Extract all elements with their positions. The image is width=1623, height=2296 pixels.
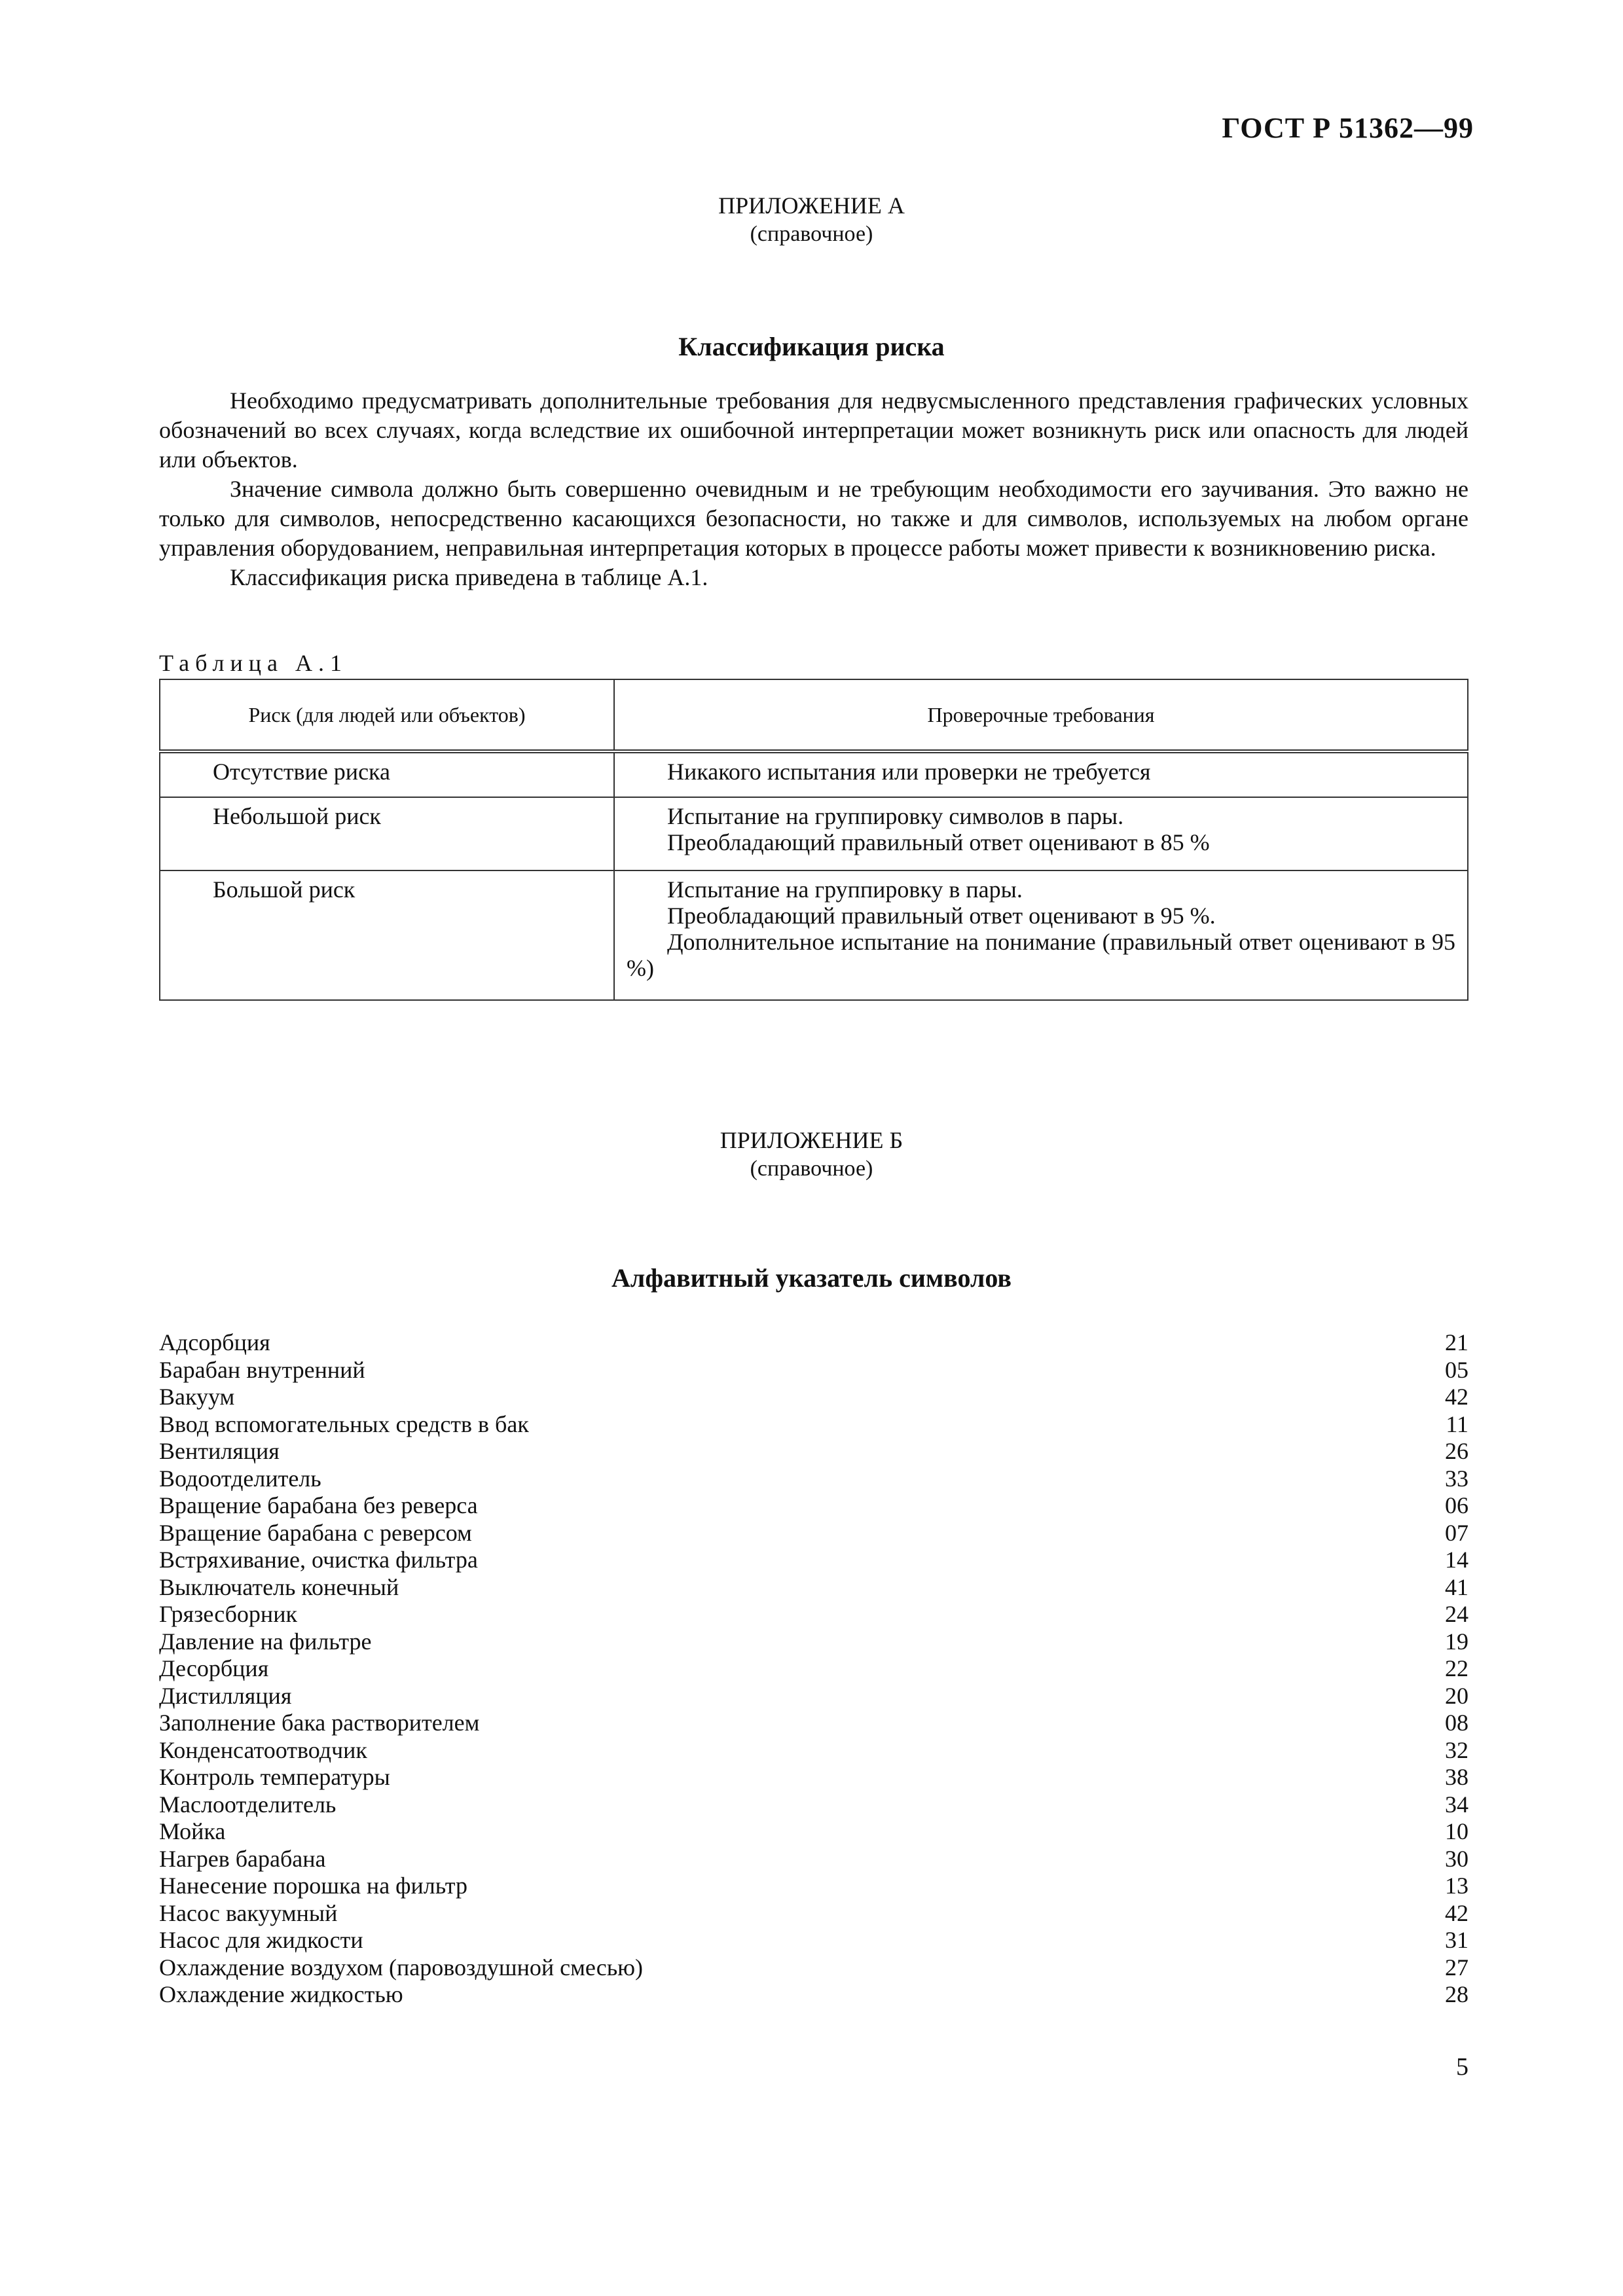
index-entry bbox=[159, 1628, 1468, 1656]
index-term: Нанесение порошка на фильтр bbox=[159, 1873, 467, 1899]
index-term: Выключатель конечный bbox=[159, 1573, 399, 1600]
index-term: Маслоотделитель bbox=[159, 1791, 337, 1818]
index-entry bbox=[159, 1465, 1468, 1493]
risk-classification-table bbox=[159, 679, 1468, 1001]
appendix-b-title: ПРИЛОЖЕНИЕ Б bbox=[720, 1127, 903, 1153]
index-entry bbox=[159, 1791, 1468, 1819]
index-entry bbox=[159, 1764, 1468, 1791]
table-header-row bbox=[160, 679, 1468, 751]
index-entry bbox=[159, 1818, 1468, 1846]
index-term: Ввод вспомогательных средств в бак bbox=[159, 1410, 529, 1437]
index-symbol-number: 13 bbox=[1445, 1873, 1468, 1899]
index-term: Охлаждение воздухом (паровоздушной смесью) bbox=[159, 1954, 644, 1981]
index-term: Нагрев барабана bbox=[159, 1845, 326, 1872]
risk-cell: Небольшой риск bbox=[160, 797, 614, 870]
index-term: Заполнение бака растворителем bbox=[159, 1710, 480, 1736]
appendix-a-header bbox=[0, 191, 1623, 249]
symbol-index-list bbox=[159, 1329, 1468, 2009]
index-symbol-number: 31 bbox=[1445, 1927, 1468, 1953]
index-symbol-number: 33 bbox=[1445, 1465, 1468, 1492]
index-entry bbox=[159, 1601, 1468, 1628]
index-symbol-number: 42 bbox=[1445, 1384, 1468, 1410]
index-term: Водоотделитель bbox=[159, 1465, 321, 1492]
index-entry bbox=[159, 1384, 1468, 1411]
index-entry bbox=[159, 1981, 1468, 2009]
index-term: Контроль температуры bbox=[159, 1764, 390, 1790]
index-entry bbox=[159, 1954, 1468, 1982]
index-entry bbox=[159, 1574, 1468, 1602]
index-term: Встряхивание, очистка фильтра bbox=[159, 1547, 478, 1573]
index-symbol-number: 19 bbox=[1445, 1628, 1468, 1655]
table-row bbox=[160, 797, 1468, 870]
document-code: ГОСТ Р 51362—99 bbox=[1222, 112, 1474, 144]
column-header-requirements: Проверочные требования bbox=[614, 679, 1468, 751]
index-entry bbox=[159, 1329, 1468, 1357]
index-term: Адсорбция bbox=[159, 1329, 270, 1355]
index-term: Мойка bbox=[159, 1818, 226, 1844]
index-entry bbox=[159, 1492, 1468, 1520]
index-term: Охлаждение жидкостью bbox=[159, 1981, 403, 2007]
index-entry bbox=[159, 1438, 1468, 1465]
index-symbol-number: 06 bbox=[1445, 1492, 1468, 1518]
appendix-a-title: ПРИЛОЖЕНИЕ А bbox=[718, 192, 905, 219]
index-entry bbox=[159, 1411, 1468, 1439]
index-term: Насос для жидкости bbox=[159, 1927, 363, 1953]
index-entry bbox=[159, 1655, 1468, 1683]
index-symbol-number: 14 bbox=[1445, 1547, 1468, 1573]
requirement-line: Испытание на группировку символов в пары. bbox=[667, 803, 1124, 829]
index-entry bbox=[159, 1737, 1468, 1765]
paragraph: Значение символа должно быть совершенно очевидным и не требующим необходимости его заучивания. Это важно не только для символов, непосредственно касающихся безопасности, но также и для символов, используемых на любом органе управления оборудованием, неправильная интерпретация которых в процессе работы может привести к возникновению риска. bbox=[159, 476, 1468, 561]
requirements-cell bbox=[614, 797, 1468, 870]
index-symbol-number: 30 bbox=[1445, 1845, 1468, 1872]
index-term: Грязесборник bbox=[159, 1601, 297, 1627]
column-header-risk: Риск (для людей или объектов) bbox=[160, 679, 614, 751]
requirement-line: Дополнительное испытание на понимание (правильный ответ оценивают в 95 %) bbox=[627, 929, 1455, 981]
table-row bbox=[160, 870, 1468, 1000]
index-symbol-number: 07 bbox=[1445, 1519, 1468, 1546]
index-entry bbox=[159, 1710, 1468, 1737]
index-symbol-number: 26 bbox=[1445, 1438, 1468, 1464]
index-term: Давление на фильтре bbox=[159, 1628, 372, 1655]
index-symbol-number: 24 bbox=[1445, 1601, 1468, 1627]
index-symbol-number: 22 bbox=[1445, 1655, 1468, 1681]
index-term: Вентиляция bbox=[159, 1438, 280, 1464]
risk-cell: Большой риск bbox=[160, 870, 614, 1000]
table-row bbox=[160, 751, 1468, 797]
index-symbol-number: 08 bbox=[1445, 1710, 1468, 1736]
paragraph: Необходимо предусматривать дополнительные требования для недвусмысленного представления графических условных обозначений во всех случаях, когда вследствие их ошибочной интерпретации может возникнуть риск или опасность для людей или объектов. bbox=[159, 387, 1468, 473]
requirements-cell bbox=[614, 751, 1468, 797]
index-symbol-number: 20 bbox=[1445, 1682, 1468, 1709]
index-term: Дистилляция bbox=[159, 1682, 292, 1709]
index-symbol-number: 28 bbox=[1445, 1981, 1468, 2007]
page-number: 5 bbox=[1456, 2053, 1468, 2081]
requirements-cell bbox=[614, 870, 1468, 1000]
requirement-line: Испытание на группировку в пары. bbox=[667, 876, 1023, 903]
index-symbol-number: 41 bbox=[1445, 1573, 1468, 1600]
index-entry bbox=[159, 1900, 1468, 1928]
index-entry bbox=[159, 1873, 1468, 1900]
index-symbol-number: 10 bbox=[1445, 1818, 1468, 1844]
index-symbol-number: 27 bbox=[1445, 1954, 1468, 1981]
appendix-b-heading: Алфавитный указатель символов bbox=[611, 1263, 1012, 1293]
appendix-b-subtitle: (справочное) bbox=[750, 1157, 873, 1181]
requirement-line: Преобладающий правильный ответ оценивают в 95 %. bbox=[667, 903, 1216, 929]
appendix-b-header bbox=[0, 1126, 1623, 1183]
index-symbol-number: 34 bbox=[1445, 1791, 1468, 1818]
index-entry bbox=[159, 1357, 1468, 1384]
index-term: Вращение барабана без реверса bbox=[159, 1492, 478, 1518]
index-symbol-number: 38 bbox=[1445, 1764, 1468, 1790]
index-term: Барабан внутренний bbox=[159, 1356, 365, 1383]
index-term: Конденсатоотводчик bbox=[159, 1736, 367, 1763]
index-symbol-number: 05 bbox=[1445, 1356, 1468, 1383]
appendix-a-heading: Классификация риска bbox=[678, 332, 945, 361]
risk-cell: Отсутствие риска bbox=[160, 751, 614, 797]
index-symbol-number: 11 bbox=[1446, 1410, 1468, 1437]
appendix-a-body bbox=[159, 386, 1468, 592]
index-term: Насос вакуумный bbox=[159, 1899, 338, 1926]
appendix-a-subtitle: (справочное) bbox=[750, 222, 873, 246]
index-term: Вакуум bbox=[159, 1384, 235, 1410]
index-entry bbox=[159, 1683, 1468, 1710]
index-entry bbox=[159, 1846, 1468, 1873]
requirement-line: Преобладающий правильный ответ оценивают в 85 % bbox=[667, 829, 1210, 855]
index-symbol-number: 42 bbox=[1445, 1899, 1468, 1926]
requirement-line: Никакого испытания или проверки не требуется bbox=[667, 759, 1151, 785]
table-caption: Таблица А.1 bbox=[159, 650, 348, 676]
index-symbol-number: 32 bbox=[1445, 1736, 1468, 1763]
index-symbol-number: 21 bbox=[1445, 1329, 1468, 1355]
paragraph: Классификация риска приведена в таблице А.1. bbox=[230, 564, 708, 590]
index-entry bbox=[159, 1927, 1468, 1954]
index-term: Вращение барабана с реверсом bbox=[159, 1519, 472, 1546]
index-entry bbox=[159, 1547, 1468, 1574]
index-entry bbox=[159, 1520, 1468, 1547]
index-term: Десорбция bbox=[159, 1655, 269, 1681]
